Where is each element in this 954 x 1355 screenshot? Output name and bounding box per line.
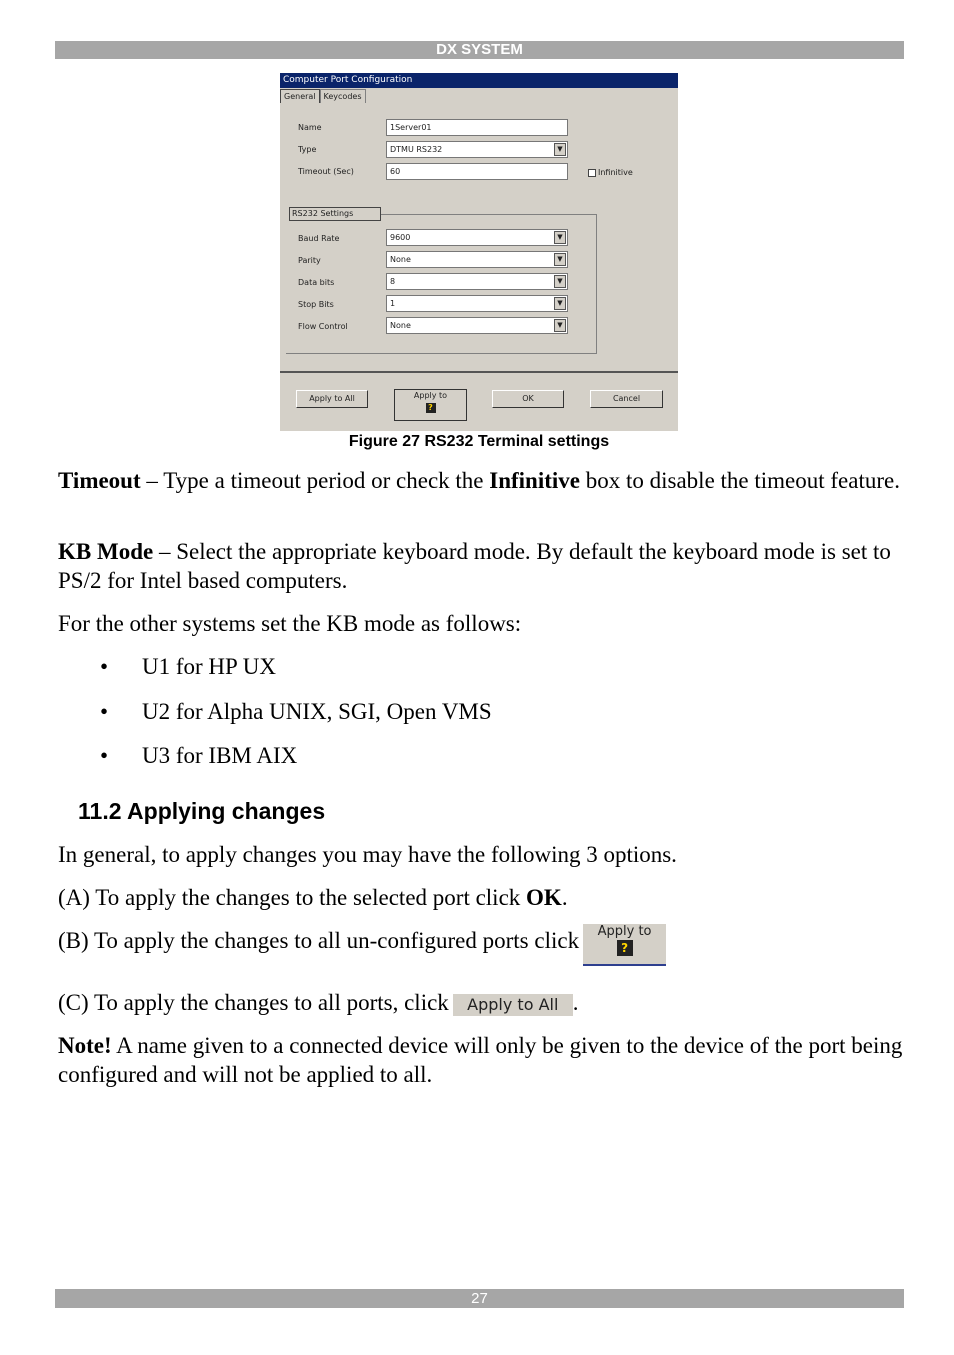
general-paragraph: In general, to apply changes you may have the following 3 options. bbox=[58, 842, 677, 867]
kb-mode-paragraph bbox=[58, 537, 908, 595]
infinitive-checkbox[interactable] bbox=[588, 167, 633, 179]
option-c-paragraph bbox=[58, 988, 908, 1017]
list-item-text: U1 for HP UX bbox=[142, 654, 276, 679]
note-paragraph bbox=[58, 1031, 908, 1089]
type-select-value: DTMU RS232 bbox=[390, 145, 443, 154]
other-systems-paragraph: For the other systems set the KB mode as follows: bbox=[58, 611, 522, 636]
question-icon: ? bbox=[426, 403, 436, 413]
timeout-text-1: – Type a timeout period or check the bbox=[140, 468, 490, 493]
list-item-text: U3 for IBM AIX bbox=[142, 743, 298, 768]
databits-select[interactable] bbox=[386, 273, 568, 290]
databits-label: Data bits bbox=[298, 278, 335, 287]
group-divider bbox=[380, 214, 597, 215]
figure-caption: Figure 27 RS232 Terminal settings bbox=[348, 433, 610, 450]
rs232-group-legend: RS232 Settings bbox=[289, 207, 381, 221]
option-c-text: (C) To apply the changes to all ports, click bbox=[58, 990, 449, 1015]
ok-term: OK bbox=[526, 885, 562, 910]
chevron-down-icon[interactable]: ▼ bbox=[554, 231, 566, 244]
tab-keycodes[interactable]: Keycodes bbox=[320, 89, 366, 103]
type-label: Type bbox=[298, 145, 317, 154]
bullet-icon: • bbox=[100, 654, 109, 679]
parity-label: Parity bbox=[298, 256, 321, 265]
dialog-separator bbox=[280, 371, 678, 373]
list-item bbox=[100, 697, 492, 726]
chevron-down-icon[interactable]: ▼ bbox=[554, 319, 566, 332]
option-b-paragraph bbox=[58, 924, 908, 966]
infinitive-term: Infinitive bbox=[489, 468, 580, 493]
tab-general[interactable]: General bbox=[280, 89, 320, 103]
option-a-paragraph bbox=[58, 883, 908, 912]
dialog-tabs bbox=[280, 89, 366, 103]
option-a-end: . bbox=[561, 885, 568, 910]
chevron-down-icon[interactable]: ▼ bbox=[554, 297, 566, 310]
parity-value: None bbox=[390, 255, 411, 264]
page-header: DX SYSTEM bbox=[55, 41, 904, 59]
infinitive-label: Infinitive bbox=[598, 168, 633, 177]
chevron-down-icon[interactable]: ▼ bbox=[554, 253, 566, 266]
stopbits-select[interactable] bbox=[386, 295, 568, 312]
option-c-end: . bbox=[572, 990, 579, 1015]
name-label: Name bbox=[298, 123, 322, 132]
flow-select[interactable] bbox=[386, 317, 568, 334]
list-item bbox=[100, 741, 297, 770]
timeout-term: Timeout bbox=[58, 468, 141, 493]
list-item bbox=[100, 652, 276, 681]
baud-select[interactable] bbox=[386, 229, 568, 246]
cancel-button[interactable]: Cancel bbox=[590, 390, 663, 408]
flow-label: Flow Control bbox=[298, 322, 348, 331]
parity-select[interactable] bbox=[386, 251, 568, 268]
timeout-label: Timeout (Sec) bbox=[298, 167, 354, 176]
baud-label: Baud Rate bbox=[298, 234, 340, 243]
bullet-icon: • bbox=[100, 743, 109, 768]
option-a-text: (A) To apply the changes to the selected port click bbox=[58, 885, 527, 910]
section-heading: 11.2 Applying changes bbox=[78, 798, 326, 824]
timeout-text-2: box to disable the timeout feature. bbox=[579, 468, 900, 493]
chevron-down-icon[interactable]: ▼ bbox=[554, 275, 566, 288]
ok-button[interactable]: OK bbox=[492, 390, 564, 408]
option-b-text: (B) To apply the changes to all un-configured ports click bbox=[58, 928, 580, 953]
question-icon: ? bbox=[617, 940, 633, 956]
apply-to-all-button[interactable]: Apply to All bbox=[296, 390, 368, 408]
apply-to-button[interactable] bbox=[394, 389, 467, 421]
apply-to-label: Apply to bbox=[413, 391, 448, 400]
dialog-title: Computer Port Configuration bbox=[280, 73, 678, 88]
note-text: A name given to a connected device will only be given to the device of the port being configured and will not be applied to all. bbox=[58, 1033, 903, 1087]
timeout-paragraph bbox=[58, 466, 908, 495]
name-field[interactable]: 1Server01 bbox=[386, 119, 568, 136]
port-configuration-dialog-screenshot bbox=[280, 73, 678, 431]
page-number: 27 bbox=[55, 1289, 904, 1308]
bullet-icon: • bbox=[100, 699, 109, 724]
list-item-text: U2 for Alpha UNIX, SGI, Open VMS bbox=[142, 699, 492, 724]
baud-value: 9600 bbox=[390, 233, 411, 242]
timeout-field[interactable]: 60 bbox=[386, 163, 568, 180]
chevron-down-icon[interactable]: ▼ bbox=[554, 143, 566, 156]
apply-to-all-button-image: Apply to All bbox=[453, 994, 573, 1016]
databits-value: 8 bbox=[390, 277, 396, 286]
flow-value: None bbox=[390, 321, 411, 330]
kb-mode-term: KB Mode bbox=[58, 539, 154, 564]
apply-to-button-image bbox=[583, 924, 666, 966]
stopbits-value: 1 bbox=[390, 299, 396, 308]
type-select[interactable] bbox=[386, 141, 568, 158]
checkbox-icon[interactable] bbox=[588, 169, 596, 177]
apply-to-image-label: Apply to bbox=[597, 924, 652, 939]
note-term: Note! bbox=[58, 1033, 112, 1058]
stopbits-label: Stop Bits bbox=[298, 300, 334, 309]
kb-mode-text: – Select the appropriate keyboard mode. By default the keyboard mode is set to PS/2 for Intel based computers. bbox=[58, 539, 891, 593]
